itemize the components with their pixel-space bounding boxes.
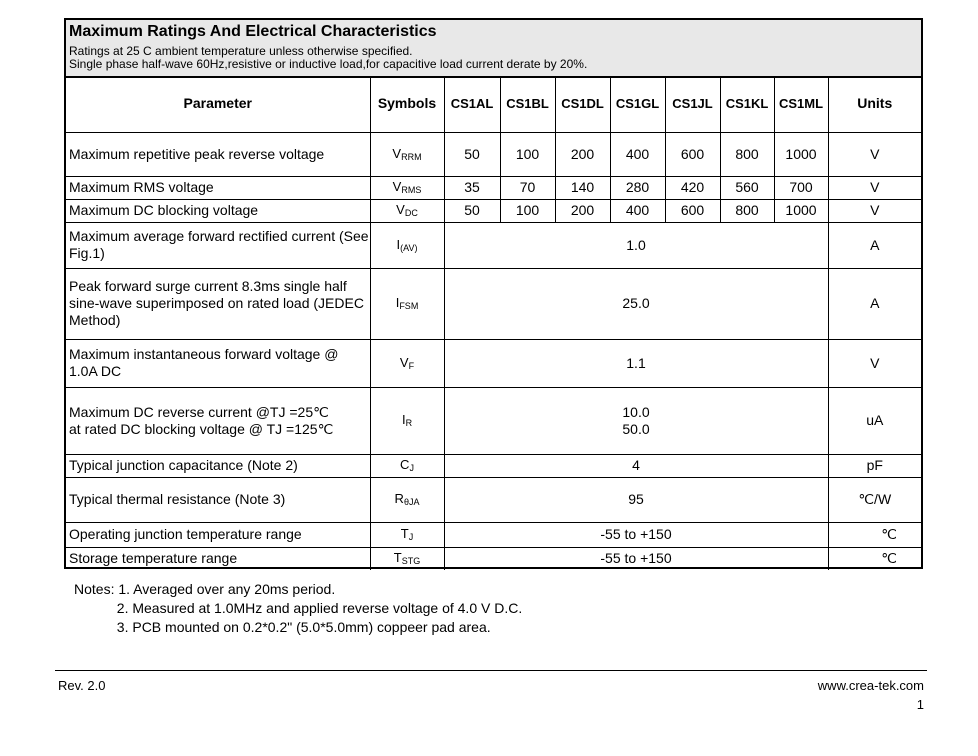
symbol-cell: $V_F$: [370, 339, 444, 387]
param-cell: Typical junction capacitance (Note 2): [66, 454, 370, 477]
symbol-cell: $T_{STG}$: [370, 547, 444, 570]
value-cell: 50: [444, 199, 500, 222]
value-cell: 700: [774, 176, 828, 199]
table-row: [66, 176, 921, 199]
value-cell: 10.0 50.0: [444, 387, 828, 454]
value-cell: 140: [555, 176, 610, 199]
table-row: [66, 222, 921, 268]
symbol-cell: $V_{RRM}$: [370, 132, 444, 176]
note-line: Notes: 1. Averaged over any 20ms period.: [74, 581, 336, 597]
value-cell: 1.0: [444, 222, 828, 268]
unit-cell: ℃/W: [828, 477, 921, 522]
table-row: [66, 387, 921, 454]
symbol-cell: $I_{(AV)}$: [370, 222, 444, 268]
value-cell: 280: [610, 176, 665, 199]
unit-cell: ℃: [828, 522, 921, 547]
notes: [74, 580, 522, 637]
value-cell: 70: [500, 176, 555, 199]
value-cell: 400: [610, 132, 665, 176]
table-row: [66, 454, 921, 477]
unit-cell: V: [828, 339, 921, 387]
value-cell: -55 to +150: [444, 522, 828, 547]
value-cell: 50: [444, 132, 500, 176]
symbol-cell: $R_{\theta JA}$: [370, 477, 444, 522]
part-header: CS1JL: [665, 76, 720, 132]
value-cell: 25.0: [444, 268, 828, 339]
ratings-table: [66, 76, 921, 570]
value-cell: 1.1: [444, 339, 828, 387]
value-cell: 560: [720, 176, 774, 199]
part-header: CS1ML: [774, 76, 828, 132]
table-row: [66, 132, 921, 176]
parameter-header: Parameter: [66, 76, 370, 132]
table-row: [66, 547, 921, 570]
value-cell: 100: [500, 132, 555, 176]
table-row: [66, 339, 921, 387]
value-cell: 1000: [774, 199, 828, 222]
symbol-cell: $C_J$: [370, 454, 444, 477]
unit-cell: uA: [828, 387, 921, 454]
param-cell: Maximum instantaneous forward voltage @ 1.0A DC: [66, 339, 370, 387]
value-cell: 600: [665, 132, 720, 176]
value-cell: 200: [555, 199, 610, 222]
note-line: 3. PCB mounted on 0.2*0.2" (5.0*5.0mm) coppeer pad area.: [74, 619, 491, 635]
value-cell: 800: [720, 199, 774, 222]
value-cell: -55 to +150: [444, 547, 828, 570]
part-header: CS1KL: [720, 76, 774, 132]
unit-cell: V: [828, 132, 921, 176]
param-cell: Maximum repetitive peak reverse voltage: [66, 132, 370, 176]
unit-cell: A: [828, 222, 921, 268]
param-cell: Maximum RMS voltage: [66, 176, 370, 199]
param-cell: Operating junction temperature range: [66, 522, 370, 547]
value-cell: 100: [500, 199, 555, 222]
conditions-line-1: Ratings at 25 C ambient temperature unless otherwise specified.: [69, 44, 413, 58]
value-cell: 4: [444, 454, 828, 477]
part-header: CS1DL: [555, 76, 610, 132]
page-number: 1: [916, 697, 924, 712]
symbols-header: Symbols: [370, 76, 444, 132]
unit-cell: V: [828, 199, 921, 222]
table-title: Maximum Ratings And Electrical Characteristics: [69, 23, 437, 40]
value-cell: 1000: [774, 132, 828, 176]
unit-cell: ℃: [828, 547, 921, 570]
param-cell: Peak forward surge current 8.3ms single half sine-wave superimposed on rated load (JEDEC Method): [66, 268, 370, 339]
symbol-cell: $V_{DC}$: [370, 199, 444, 222]
part-header: CS1AL: [444, 76, 500, 132]
footer-divider: [55, 670, 927, 671]
table-header-row: [66, 76, 921, 132]
value-cell: 95: [444, 477, 828, 522]
value-cell: 35: [444, 176, 500, 199]
part-header: CS1BL: [500, 76, 555, 132]
conditions-line-2: Single phase half-wave 60Hz,resistive or inductive load,for capacitive load current derate by 20%.: [69, 57, 588, 71]
param-cell: Maximum DC reverse current @TJ =25℃ at rated DC blocking voltage @ TJ =125℃: [66, 387, 370, 454]
unit-cell: A: [828, 268, 921, 339]
units-header: Units: [828, 76, 921, 132]
part-header: CS1GL: [610, 76, 665, 132]
table-row: [66, 477, 921, 522]
symbol-cell: $I_R$: [370, 387, 444, 454]
revision-label: Rev. 2.0: [58, 678, 106, 693]
param-cell: Maximum average forward rectified current (See Fig.1): [66, 222, 370, 268]
value-cell: 420: [665, 176, 720, 199]
value-cell: 800: [720, 132, 774, 176]
note-line: 2. Measured at 1.0MHz and applied reverse voltage of 4.0 V D.C.: [74, 600, 523, 616]
symbol-cell: $I_{FSM}$: [370, 268, 444, 339]
unit-cell: V: [828, 176, 921, 199]
table-row: [66, 522, 921, 547]
param-cell: Maximum DC blocking voltage: [66, 199, 370, 222]
table-row: [66, 199, 921, 222]
param-cell: Storage temperature range: [66, 547, 370, 570]
ratings-table-box: [64, 18, 923, 569]
value-cell: 600: [665, 199, 720, 222]
symbol-cell: $T_J$: [370, 522, 444, 547]
symbol-cell: $V_{RMS}$: [370, 176, 444, 199]
value-cell: 400: [610, 199, 665, 222]
website-link[interactable]: www.crea-tek.com: [817, 678, 924, 693]
table-header-block: [66, 20, 921, 78]
value-cell: 200: [555, 132, 610, 176]
unit-cell: pF: [828, 454, 921, 477]
param-cell: Typical thermal resistance (Note 3): [66, 477, 370, 522]
table-row: [66, 268, 921, 339]
